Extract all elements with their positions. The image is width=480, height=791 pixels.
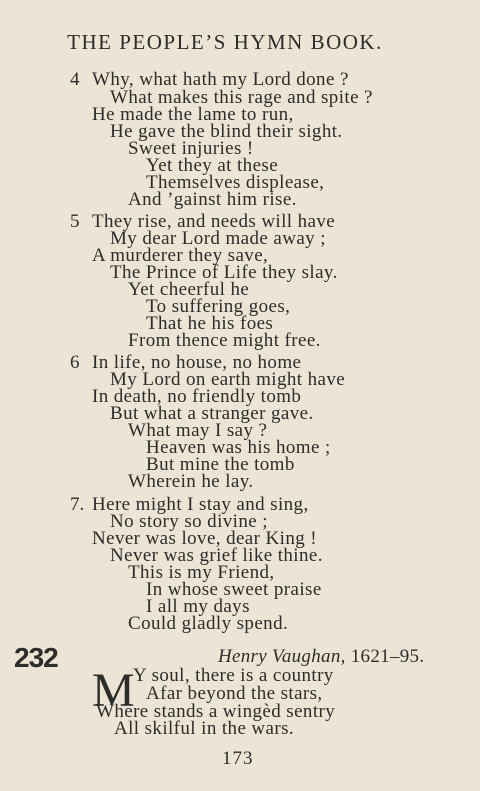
verse-line: Never was grief like thine. [110, 545, 323, 566]
page-number: 173 [222, 748, 254, 769]
verse-line: Yet they at these [146, 155, 279, 176]
verse-line: My Lord on earth might have [110, 369, 346, 390]
verse-number: 6 [70, 352, 80, 373]
verse-line: My dear Lord made away ; [110, 228, 326, 249]
verse-line: This is my Friend, [128, 562, 275, 583]
verse-number: 4 [70, 69, 80, 90]
verse-line: And ’gainst him rise. [128, 189, 297, 210]
verse-line: Yet cheerful he [128, 279, 250, 300]
verse-line: That he his foes [146, 313, 274, 334]
verse-line: No story so divine ; [110, 511, 268, 532]
verse-line: To suffering goes, [146, 296, 291, 317]
verse-line: What may I say ? [128, 420, 268, 441]
verse-line: But mine the tomb [146, 454, 295, 475]
verse-line: Why, what hath my Lord done ? [92, 69, 349, 90]
running-header: THE PEOPLE’S HYMN BOOK. [67, 30, 383, 54]
verse-line: He gave the blind their sight. [110, 121, 343, 142]
verse-line: From thence might free. [128, 330, 321, 351]
hymn-number: 232 [14, 642, 58, 673]
verse-line: The Prince of Life they slay. [110, 262, 338, 283]
verse-line: What makes this rage and spite ? [110, 87, 373, 108]
verse-line: Sweet injuries ! [128, 138, 254, 159]
author-dates: 1621–95. [350, 646, 425, 667]
verse-line: Heaven was his home ; [146, 437, 331, 458]
verse-line: They rise, and needs will have [92, 211, 336, 232]
verse-number: 5 [70, 211, 80, 232]
verse-line: I all my days [146, 596, 250, 617]
hymn-line: Y soul, there is a country [133, 665, 334, 686]
hymn-line: Afar beyond the stars, [146, 683, 323, 704]
hymn-line: Where stands a wingèd sentry [96, 701, 336, 722]
verse-line: Could gladly spend. [128, 613, 289, 634]
verse-line: He made the lame to run, [92, 104, 294, 125]
verse-line: Wherein he lay. [128, 471, 254, 492]
verse-line: Here might I stay and sing, [92, 494, 309, 515]
verse-line: Themselves displease, [146, 172, 325, 193]
verse-line: But what a stranger gave. [110, 403, 314, 424]
verse-line: In death, no friendly tomb [92, 386, 302, 407]
drop-cap: M [92, 664, 135, 717]
verse-line: In life, no house, no home [92, 352, 302, 373]
verse-number: 7. [70, 494, 85, 515]
author-name: Henry Vaughan, [218, 646, 346, 667]
verse-line: Never was love, dear King ! [92, 528, 317, 549]
verse-line: A murderer they save, [92, 245, 269, 266]
hymn-line: All skilful in the wars. [114, 718, 295, 739]
verse-line: In whose sweet praise [146, 579, 322, 600]
